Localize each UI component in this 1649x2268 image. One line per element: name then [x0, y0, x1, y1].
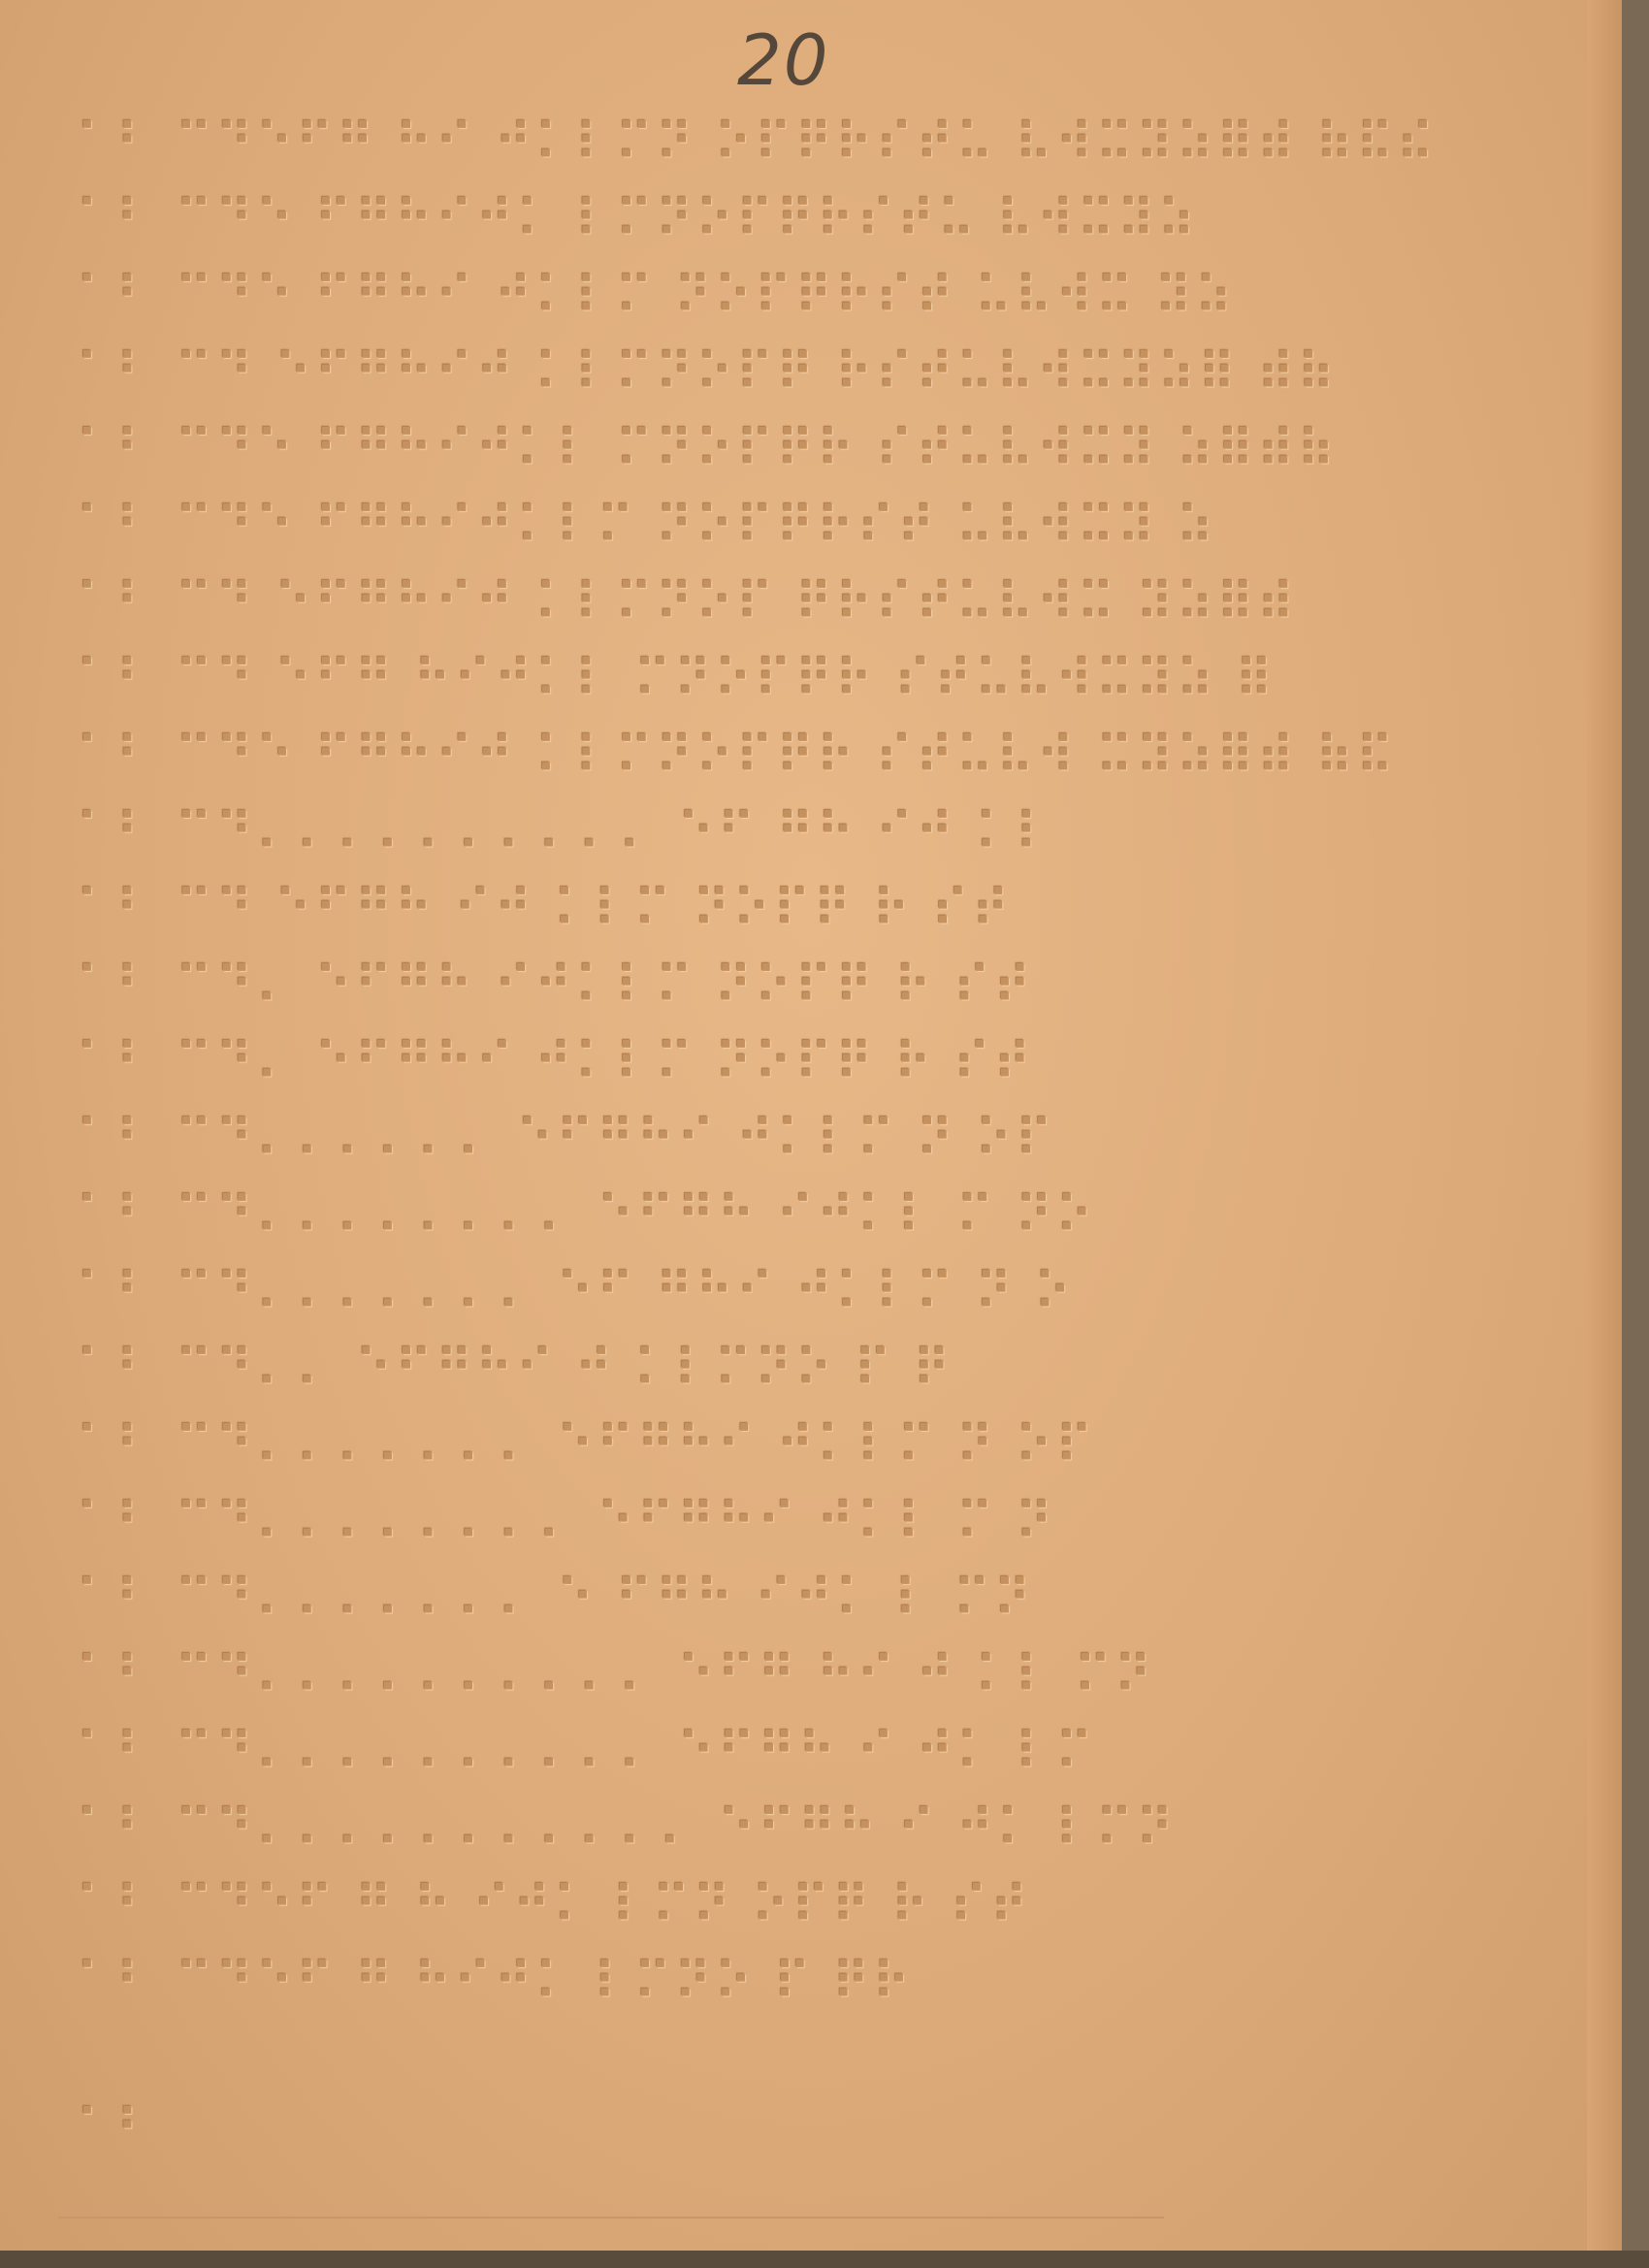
braille-line: ⠁⠃ ⠉⠙⠄⠄⠄⠄⠄⠄⠄⠄⠄⠄ ⠑⠋ ⠛⠓ ⠊⠚ ⠅⠇: [76, 804, 1055, 862]
braille-line: ⠁⠃ ⠉⠙⠄⠄⠄⠄⠄⠄⠄ ⠑⠋ ⠛⠓⠊ ⠚⠅⠇⠍ ⠝ ⠕: [76, 1264, 1075, 1322]
braille-line: ⠁⠃ ⠉⠙⠑⠋ ⠛ ⠓ ⠊⠚⠅ ⠇⠍⠝ ⠕⠏⠟ ⠗ ⠎⠞: [76, 1877, 1031, 1935]
page-number: 20: [737, 19, 830, 101]
braille-line: ⠁⠃ ⠉⠙ ⠑⠋⠛⠓⠊⠚ ⠅⠇⠍⠝⠕⠏ ⠟⠗⠎⠞⠥⠧⠺⠭ ⠽⠵⠿⠾: [76, 574, 1298, 632]
braille-line: ⠁⠃: [76, 2100, 157, 2158]
braille-line: ⠁⠃ ⠉⠙⠄⠄⠄⠄⠄⠄ ⠑⠋⠛⠓⠊ ⠚⠅⠇⠍ ⠝ ⠕⠏: [76, 1111, 1055, 1169]
braille-line: ⠁⠃ ⠉⠙⠄⠄⠄⠄⠄⠄⠄ ⠑ ⠋⠛⠓ ⠊⠚⠅ ⠇ ⠍⠝: [76, 1571, 1034, 1629]
scanner-bottom-strip: [0, 2251, 1649, 2268]
sheet-edge: [1587, 0, 1622, 2251]
braille-line: ⠁⠃ ⠉⠙⠄⠄⠄⠄⠄⠄⠄⠄⠄⠄ ⠑⠋⠛ ⠓⠊ ⠚ ⠅⠇ ⠍⠝: [76, 1647, 1155, 1705]
braille-line: ⠁⠃ ⠉⠙ ⠑⠋⠛⠓⠊⠚ ⠅⠇⠍⠝⠕⠏⠟ ⠗⠎⠞⠥⠧⠺⠭⠽⠵⠿ ⠾⠷: [76, 344, 1338, 403]
braille-line: ⠁⠃ ⠉⠙⠄⠄⠄⠄⠄⠄⠄⠄ ⠑⠋⠛⠓⠊ ⠚⠅⠇ ⠍ ⠝: [76, 1494, 1055, 1552]
braille-line: ⠁⠃ ⠉⠙ ⠑⠋⠛⠓ ⠊⠚ ⠅⠇⠍ ⠝⠕⠏⠟ ⠗ ⠎⠞: [76, 881, 1013, 939]
fold-line: [58, 2217, 1164, 2219]
braille-line: ⠁⠃ ⠉⠙ ⠑⠋⠛ ⠓⠊⠚⠅⠇ ⠍⠝⠕⠏⠟⠗ ⠎⠞⠥⠧⠺⠭⠽⠵ ⠿: [76, 651, 1276, 709]
braille-line: ⠁⠃ ⠉⠙⠄ ⠑⠋⠛⠓ ⠊⠚⠅⠇⠍ ⠝⠕⠏⠟ ⠗ ⠎⠞: [76, 957, 1034, 1016]
braille-line: ⠁⠃ ⠉⠙⠑ ⠋⠛⠓⠊⠚⠅⠇⠍ ⠝⠕⠏⠟⠗⠎⠞ ⠥⠧⠺⠭⠽ ⠵: [76, 498, 1217, 556]
braille-line: ⠁⠃ ⠉⠙⠄⠄⠄⠄⠄⠄⠄ ⠑⠋⠛⠓⠊ ⠚⠅⠇⠍ ⠝ ⠕⠏: [76, 1417, 1096, 1475]
braille-line: ⠁⠃ ⠉⠙⠄ ⠑⠋⠛⠓⠊ ⠚⠅⠇⠍ ⠝⠕⠏⠟ ⠗ ⠎⠞: [76, 1034, 1034, 1092]
braille-line: ⠁⠃ ⠉⠙⠄⠄ ⠑⠋⠛⠓⠊ ⠚ ⠅⠇⠍⠝⠕ ⠏ ⠟: [76, 1341, 954, 1399]
braille-line: ⠁⠃ ⠉⠙⠑ ⠋⠛⠓⠊⠚⠅⠇ ⠍⠝⠕⠏⠟⠗ ⠎⠞⠥⠧⠺⠭⠽ ⠵⠿⠾⠷: [76, 421, 1338, 479]
braille-line: ⠁⠃ ⠉⠙⠑⠋⠛ ⠓⠊ ⠚⠅⠇⠍⠝ ⠕⠏⠟⠗⠎⠞⠥ ⠧⠺⠭⠽⠵⠿⠾ ⠷⠯⠮: [76, 114, 1438, 173]
braille-line: ⠁⠃ ⠉⠙⠑ ⠋⠛⠓⠊⠚ ⠅⠇⠍⠝⠕⠏⠟⠗ ⠎⠞⠥⠧⠺ ⠭⠽⠵⠿⠾ ⠷⠯: [76, 728, 1397, 786]
braille-line: ⠁⠃ ⠉⠙⠑ ⠋⠛⠓⠊⠚⠅ ⠇⠍⠝⠕⠏⠟⠗⠎⠞⠥ ⠧⠺⠭⠽⠵: [76, 191, 1198, 249]
braille-line: ⠁⠃ ⠉⠙⠑⠋ ⠛ ⠓⠊⠚⠅ ⠇⠍⠝⠕ ⠏ ⠟⠗: [76, 1954, 913, 2012]
braille-line: ⠁⠃ ⠉⠙⠄⠄⠄⠄⠄⠄⠄⠄ ⠑⠋⠛⠓ ⠊⠚⠅⠇ ⠍ ⠝⠕: [76, 1187, 1096, 1246]
braille-line: ⠁⠃ ⠉⠙⠄⠄⠄⠄⠄⠄⠄⠄⠄⠄⠄ ⠑⠋⠛⠓ ⠊ ⠚⠅ ⠇⠍⠝: [76, 1800, 1177, 1859]
braille-line: ⠁⠃ ⠉⠙⠑ ⠋⠛⠓⠊ ⠚⠅⠇⠍ ⠝⠕⠏⠟⠗⠎⠞ ⠥⠧⠺⠭ ⠽⠵: [76, 268, 1236, 326]
braille-line: ⠁⠃ ⠉⠙⠄⠄⠄⠄⠄⠄⠄⠄⠄⠄ ⠑⠋⠛⠓ ⠊ ⠚⠅ ⠇⠍: [76, 1724, 1096, 1782]
